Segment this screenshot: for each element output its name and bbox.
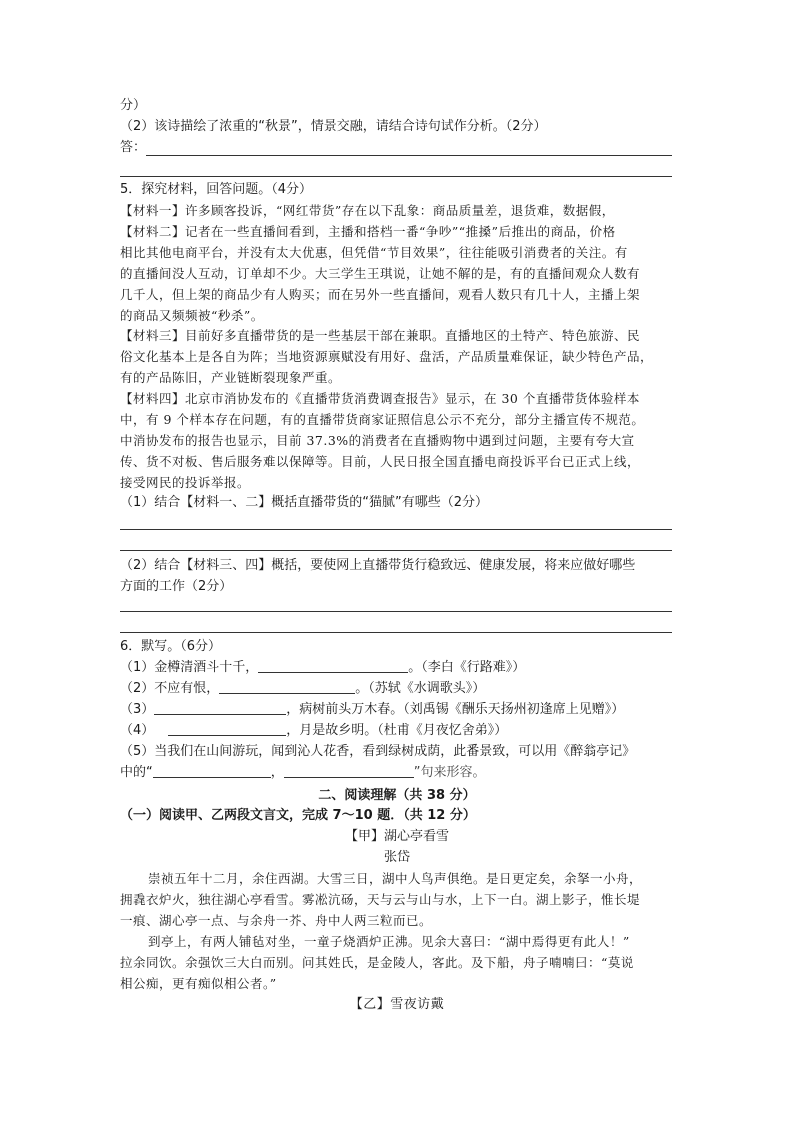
q6-item-5-prompt: （5）当我们在山间游玩，闻到沁人花香，看到绿树成荫，此番景致，可以用《醉翁亭记》 bbox=[120, 744, 636, 759]
material-3-line: 【材料三】目前好多直播带货的是一些基层干部在兼职。直播地区的土特产、特色旅游、民 bbox=[120, 328, 641, 343]
q6-item-5 bbox=[120, 763, 486, 783]
passage-yi-title: 【乙】雪夜访戴 bbox=[349, 997, 445, 1012]
answer-line[interactable] bbox=[120, 611, 672, 612]
q5-sub2-prompt: （2）结合【材料三、四】概括，要使网上直播带货行稳致远、健康发展，将来应做好哪些 bbox=[120, 558, 636, 573]
q6-item-1-source: 。（李白《行路难》） bbox=[408, 660, 526, 675]
q6-item-3-text: （3） bbox=[120, 702, 155, 717]
answer-line[interactable] bbox=[120, 176, 672, 177]
material-2-line: 【材料二】记者在一些直播间看到，主播和搭档一番“争吵”“推搡”后推出的商品，价格 bbox=[120, 224, 616, 239]
reading-part-heading: （一）阅读甲、乙两段文言文，完成 7～10 题．（共 12 分） bbox=[120, 808, 476, 823]
passage-line: 相公痴，更有痴似相公者。” bbox=[120, 976, 277, 991]
passage-author: 张岱 bbox=[383, 850, 410, 865]
material-2-line: 的直播间没人互动，订单却不少。大三学生王琪说，让她不解的是，有的直播间观众人数有 bbox=[120, 266, 641, 281]
answer-line[interactable] bbox=[146, 155, 672, 156]
q6-item-4-source: ，月是故乡明。（杜甫《月夜忆舍弟》） bbox=[286, 723, 508, 738]
fill-blank[interactable] bbox=[153, 763, 271, 778]
answer-line[interactable] bbox=[120, 550, 672, 551]
q6-item-3 bbox=[120, 700, 624, 720]
passage-jia-title: 【甲】湖心亭看雪 bbox=[344, 829, 449, 844]
q6-item-2-text: （2）不应有恨， bbox=[120, 681, 220, 696]
material-2-line: 的商品又频频被“秒杀”。 bbox=[120, 308, 264, 323]
section-heading: 二、阅读理解（共 38 分） bbox=[318, 788, 476, 803]
q6-item-5-sep: ， bbox=[270, 765, 284, 780]
passage-line: 拥毳衣炉火，独往湖心亭看雪。雾凇沆砀，天与云与山与水，上下一白。湖上影子，惟长堤 bbox=[120, 892, 641, 907]
answer-line[interactable] bbox=[120, 529, 672, 530]
passage-line: 拉余同饮。余强饮三大白而别。问其姓氏，是金陵人，客此。及下船，舟子喃喃曰：“莫说 bbox=[120, 955, 634, 970]
passage-line: 崇祯五年十二月，余住西湖。大雪三日，湖中人鸟声俱绝。是日更定矣，余拏一小舟， bbox=[148, 871, 643, 886]
q4-continuation: 分） bbox=[120, 98, 147, 113]
material-4-line: 中消协发布的报告也显示，目前 37.3%的消费者在直播购物中遇到过问题，主要有夸大宣 bbox=[120, 433, 635, 448]
material-3-line: 俗文化基本上是各自为阵；当地资源禀赋没有用好、盘活，产品质量难保证，缺少特色产品， bbox=[120, 349, 654, 364]
material-2-line: 几千人，但上架的商品少有人购买；而在另外一些直播间，观看人数只有几十人，主播上架 bbox=[120, 287, 641, 302]
q6-title: 6．默写。（6分） bbox=[120, 639, 222, 654]
fill-blank[interactable] bbox=[219, 679, 355, 694]
q5-sub2-prompt: 方面的工作（2分） bbox=[120, 579, 233, 594]
material-4-line: 中，有 9 个样本存在问题，有的直播带货商家证照信息公示不充分，部分主播宣传不规范。 bbox=[120, 412, 645, 427]
material-4-line: 接受网民的投诉举报。 bbox=[120, 475, 251, 490]
answer-label: 答： bbox=[120, 140, 147, 155]
q6-item-5-end: ”句来形容。 bbox=[413, 765, 486, 780]
material-4-line: 【材料四】北京市消协发布的《直播带货消费调查报告》显示，在 30 个直播带货体验样本 bbox=[120, 391, 640, 406]
q6-item-2-source: 。（苏轼《水调歌头》） bbox=[355, 681, 486, 696]
q5-title: 5．探究材料，回答问题。（4分） bbox=[120, 182, 313, 197]
answer-line[interactable] bbox=[120, 632, 672, 633]
q5-sub1-prompt: （1）结合【材料一、二】概括直播带货的“猫腻”有哪些（2分） bbox=[120, 495, 489, 510]
q6-item-2 bbox=[120, 679, 485, 699]
material-1-line: 【材料一】许多顾客投诉，“网红带货”存在以下乱象：商品质量差，退货难，数据假， bbox=[120, 203, 615, 218]
fill-blank[interactable] bbox=[168, 721, 286, 736]
material-2-line: 相比其他电商平台，并没有太大优惠，但凭借“节目效果”，往往能吸引消费者的关注。有 bbox=[120, 245, 628, 260]
q6-item-4-text: （4） bbox=[120, 723, 155, 738]
material-3-line: 有的产品陈旧，产业链断裂现象严重。 bbox=[120, 370, 342, 385]
fill-blank[interactable] bbox=[284, 763, 414, 778]
q6-item-3-source: ，病树前头万木春。（刘禹锡《酬乐天扬州初逢席上见赠》） bbox=[286, 702, 625, 717]
q6-item-4 bbox=[120, 721, 507, 741]
material-4-line: 传、货不对板、售后服务难以保障等。目前，人民日报全国直播电商投诉平台已正式上线， bbox=[120, 454, 641, 469]
q6-item-5-text: 中的“ bbox=[120, 765, 153, 780]
passage-line: 一痕、湖心亭一点、与余舟一芥、舟中人两三粒而已。 bbox=[120, 913, 433, 928]
q6-item-1-text: （1）金樽清酒斗十千， bbox=[120, 660, 259, 675]
passage-line: 到亭上，有两人铺毡对坐，一童子烧酒炉正沸。见余大喜曰：“湖中焉得更有此人！” bbox=[148, 934, 630, 949]
q4-sub2-prompt: （2）该诗描绘了浓重的“秋景”，情景交融，请结合诗句试作分析。（2分） bbox=[120, 119, 547, 134]
fill-blank[interactable] bbox=[258, 658, 408, 673]
q6-item-1 bbox=[120, 658, 525, 678]
fill-blank[interactable] bbox=[154, 700, 286, 715]
